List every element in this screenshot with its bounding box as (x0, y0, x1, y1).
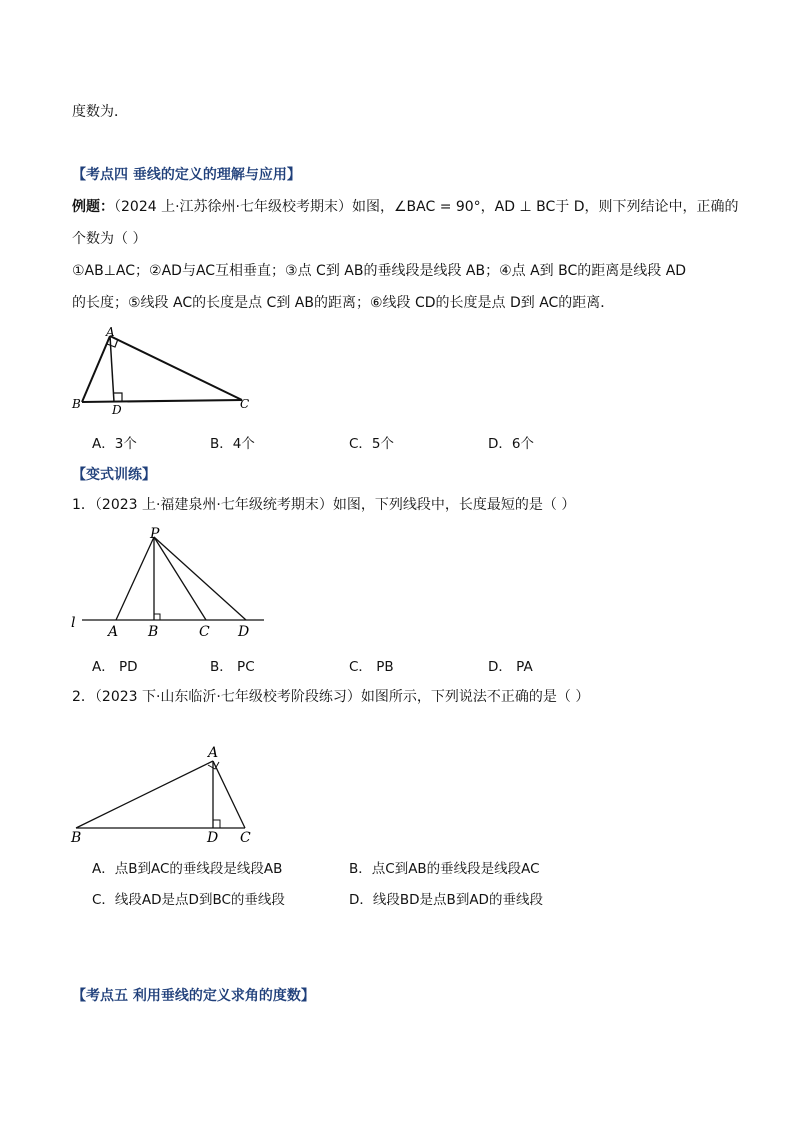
label-d: D (207, 830, 219, 846)
question-1-text: 1．（2023 上·福建泉州·七年级统考期末）如图，下列线段中，长度最短的是（ ） (72, 497, 576, 513)
segment-pd (154, 537, 246, 620)
question-2-text: 2．（2023 下·山东临沂·七年级校考阶段练习）如图所示，下列说法不正确的是（ ） (72, 689, 590, 705)
q2-option-b: B．点C到AB的垂线段是线段AC (349, 861, 540, 877)
segment-ab (82, 336, 110, 402)
q2-option-a: A．点B到AC的垂线段是线段AB (92, 861, 283, 877)
figure-point-p-line-l (68, 524, 273, 640)
q2-option-c: C．线段AD是点D到BC的垂线段 (92, 892, 285, 908)
segment-pa (116, 537, 154, 620)
label-a: A (108, 624, 119, 640)
practice-heading: 【变式训练】 (72, 467, 156, 483)
segment-bc (82, 400, 242, 402)
option-a: A．3个 (92, 436, 137, 452)
figure-triangle-abc (70, 326, 260, 418)
example-line-1 (72, 196, 739, 218)
statements-line-1: ①AB⊥AC；②AD与AC互相垂直；③点 C到 AB的垂线段是线段 AB；④点 A到 BC的距离是线段 AD (72, 263, 687, 279)
label-c: C (240, 830, 251, 846)
right-angle-mark-d (114, 393, 122, 401)
label-c: C (199, 624, 210, 640)
label-a: A (106, 326, 115, 339)
segment-ac (213, 761, 245, 828)
option-c: C．5个 (349, 436, 395, 452)
section-heading-4: 【考点四 垂线的定义的理解与应用】 (72, 167, 301, 183)
segment-ab (76, 761, 213, 828)
label-b: B (71, 830, 82, 846)
label-d: D (112, 403, 122, 417)
right-angle-mark-b (154, 614, 160, 620)
label-a: A (208, 745, 219, 761)
label-p: P (150, 526, 160, 542)
example-question-text: （2024 上·江苏徐州·七年级校考期末）如图，∠BAC = 90°，AD ⊥ BC于 D，则下列结论中，正确的 (114, 199, 739, 215)
q1-option-d: D． PA (488, 659, 533, 675)
statements-line-2: 的长度；⑤线段 AC的长度是点 C到 AB的距离；⑥线段 CD的长度是点 D到 AC的距离． (72, 295, 615, 311)
label-b: B (72, 397, 81, 411)
option-b: B．4个 (210, 436, 255, 452)
intro-line: 度数为． (72, 104, 128, 120)
q1-option-c: C． PB (349, 659, 394, 675)
q2-option-d: D．线段BD是点B到AD的垂线段 (349, 892, 543, 908)
q1-option-b: B． PC (210, 659, 255, 675)
segment-pc (154, 537, 206, 620)
label-c: C (240, 397, 250, 411)
q1-option-a: A． PD (92, 659, 138, 675)
example-line-2: 个数为（ ） (72, 231, 147, 247)
segment-ac (110, 336, 242, 400)
option-d: D．6个 (488, 436, 534, 452)
label-b: B (148, 624, 159, 640)
right-angle-mark-d (213, 820, 220, 828)
label-d: D (238, 624, 250, 640)
section-heading-5: 【考点五 利用垂线的定义求角的度数】 (72, 988, 315, 1004)
example-label: 例题： (72, 199, 114, 215)
figure-triangle-abc-2 (68, 740, 268, 848)
label-l: l (71, 615, 76, 631)
